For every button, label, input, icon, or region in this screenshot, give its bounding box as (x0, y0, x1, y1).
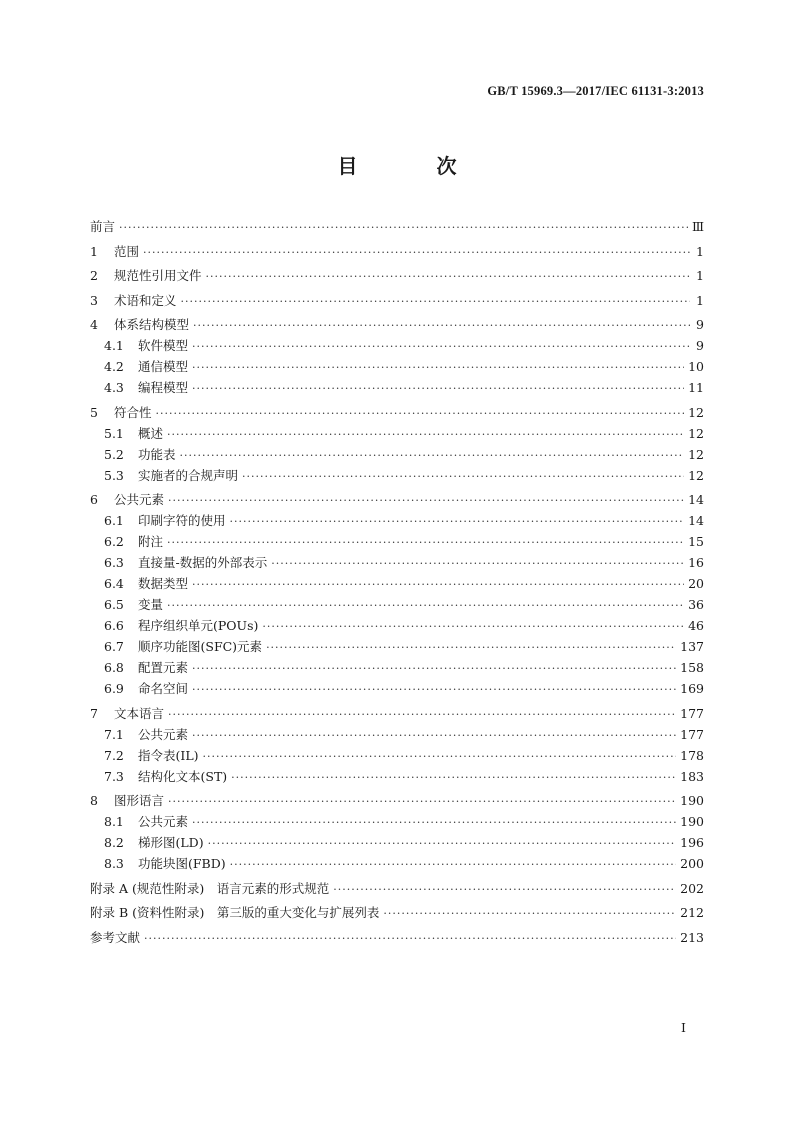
toc-entry-page: 169 (680, 681, 704, 696)
toc-entry[interactable] (90, 679, 704, 700)
toc-entry-page: 177 (680, 726, 704, 742)
toc-entry-page: 190 (680, 814, 704, 829)
toc-entry-number: 7.1 (104, 726, 124, 742)
toc-entry-page: 36 (688, 597, 704, 612)
toc-entry-number: 7.2 (104, 747, 124, 763)
toc-leader-dots (231, 771, 676, 784)
toc-entry-number: 6.7 (104, 639, 124, 654)
toc-entry-number: 6.2 (104, 534, 124, 549)
toc-entry-number: 7 (90, 705, 98, 721)
toc-entry-page: 16 (688, 555, 704, 570)
toc-entry-label: 公共元素 (138, 814, 189, 829)
toc-entry-page: 11 (688, 380, 704, 395)
toc-entry-page: 15 (688, 534, 704, 549)
toc-entry-label: 功能表 (138, 446, 176, 462)
toc-entry-number: 5.2 (104, 446, 124, 462)
toc-entry-number: 7.3 (104, 768, 124, 784)
toc-entry-label: 附录 B (资料性附录) 第三版的重大变化与扩展列表 (90, 905, 380, 920)
toc-entry-label: 体系结构模型 (114, 317, 190, 332)
toc-leader-dots (192, 578, 684, 591)
toc-entry-number: 4 (90, 317, 98, 332)
toc-leader-dots (230, 515, 685, 528)
toc-entry[interactable] (90, 595, 704, 616)
toc-entry-page: 137 (680, 639, 704, 654)
toc-entry-label: 文本语言 (114, 705, 165, 721)
toc-entry-page: 1 (696, 292, 704, 308)
toc-leader-dots (168, 708, 676, 721)
toc-entry[interactable] (90, 704, 704, 725)
toc-entry-page: 200 (680, 856, 704, 871)
toc-entry-number: 8.2 (104, 835, 124, 850)
toc-leader-dots (119, 221, 688, 234)
toc-entry[interactable] (90, 879, 704, 900)
toc-leader-dots (193, 319, 690, 332)
toc-entry-label: 软件模型 (138, 338, 189, 353)
toc-entry-page: 183 (680, 768, 704, 784)
toc-entry[interactable] (90, 658, 704, 679)
toc-entry-number: 4.3 (104, 380, 124, 395)
toc-entry[interactable] (90, 767, 704, 788)
toc-entry-label: 符合性 (114, 404, 152, 420)
toc-entry[interactable] (90, 616, 704, 637)
toc-entry-number: 6.4 (104, 576, 124, 591)
toc-entry-page: 158 (680, 660, 704, 675)
toc-entry-number: 8.1 (104, 814, 124, 829)
toc-entry[interactable] (90, 445, 704, 466)
toc-entry-label: 公共元素 (114, 492, 165, 507)
toc-entry[interactable] (90, 928, 704, 949)
toc-entry[interactable] (90, 403, 704, 424)
toc-leader-dots (230, 858, 677, 871)
toc-entry[interactable] (90, 854, 704, 875)
toc-entry-page: 20 (688, 576, 704, 591)
toc-entry-label: 范围 (114, 243, 140, 259)
toc-leader-dots (192, 382, 684, 395)
toc-entry-number: 6.8 (104, 660, 124, 675)
toc-entry[interactable] (90, 746, 704, 767)
toc-entry-label: 变量 (138, 597, 164, 612)
toc-entry-label: 程序组织单元(POUs) (138, 618, 259, 633)
toc-entry[interactable] (90, 574, 704, 595)
toc-entry-label: 功能块图(FBD) (138, 856, 226, 871)
toc-entry-number: 5 (90, 404, 98, 420)
toc-entry-label: 术语和定义 (114, 292, 177, 308)
toc-entry-page: 9 (696, 338, 704, 353)
toc-entry-page: 12 (688, 404, 704, 420)
toc-leader-dots (168, 494, 684, 507)
toc-entry-label: 编程模型 (138, 380, 189, 395)
toc-entry-label: 前言 (90, 219, 116, 234)
toc-entry-number: 6.5 (104, 597, 124, 612)
toc-leader-dots (383, 907, 676, 920)
toc-entry-page: 12 (688, 446, 704, 462)
toc-leader-dots (242, 470, 684, 483)
toc-entry-label: 参考文献 (90, 929, 141, 945)
toc-entry-page: 213 (680, 929, 704, 945)
toc-entry-page: 14 (688, 513, 704, 528)
toc-entry-label: 印刷字符的使用 (138, 513, 226, 528)
toc-entry-number: 6.3 (104, 555, 124, 570)
toc-entry-label: 图形语言 (114, 793, 165, 808)
toc-entry-page: Ⅲ (691, 219, 704, 234)
toc-leader-dots (167, 428, 684, 441)
toc-entry-number: 2 (90, 268, 98, 283)
page-number: I (681, 1020, 686, 1035)
toc-leader-dots (143, 246, 690, 259)
toc-entry[interactable] (90, 725, 704, 746)
toc-leader-dots (144, 932, 676, 945)
toc-entry-label: 公共元素 (138, 726, 189, 742)
toc-entry-label: 通信模型 (138, 359, 189, 374)
toc-entry[interactable] (90, 424, 704, 445)
toc-entry-label: 概述 (138, 425, 164, 441)
toc-entry-label: 直接量-数据的外部表示 (138, 555, 268, 570)
toc-entry-label: 指令表(IL) (138, 747, 199, 763)
toc-entry[interactable] (90, 315, 704, 336)
toc-leader-dots (192, 816, 676, 829)
toc-entry[interactable] (90, 378, 704, 399)
toc-entry-number: 1 (90, 243, 98, 259)
toc-entry-label: 附注 (138, 534, 164, 549)
table-of-contents (90, 217, 704, 949)
toc-leader-dots (192, 662, 676, 675)
toc-entry[interactable] (90, 242, 704, 263)
toc-entry[interactable] (90, 637, 704, 658)
toc-entry-page: 178 (680, 747, 704, 763)
toc-entry[interactable] (90, 357, 704, 378)
toc-leader-dots (192, 340, 690, 353)
toc-entry-label: 顺序功能图(SFC)元素 (138, 639, 263, 654)
toc-leader-dots (156, 407, 685, 420)
toc-leader-dots (192, 729, 676, 742)
toc-entry[interactable] (90, 466, 704, 487)
toc-entry-number: 5.1 (104, 425, 124, 441)
toc-entry-label: 配置元素 (138, 660, 189, 675)
toc-entry-number: 6.6 (104, 618, 124, 633)
toc-entry-number: 8 (90, 793, 98, 808)
toc-entry[interactable] (90, 291, 704, 312)
toc-entry[interactable] (90, 833, 704, 854)
toc-entry-page: 202 (680, 880, 704, 896)
toc-entry[interactable] (90, 532, 704, 553)
toc-entry-page: 212 (680, 905, 704, 920)
toc-entry-number: 5.3 (104, 467, 124, 483)
toc-entry[interactable] (90, 266, 704, 287)
toc-entry-number: 6.1 (104, 513, 124, 528)
toc-leader-dots (167, 536, 684, 549)
toc-entry[interactable] (90, 511, 704, 532)
toc-entry-number: 4.1 (104, 338, 124, 353)
toc-leader-dots (206, 270, 690, 283)
toc-leader-dots (203, 750, 677, 763)
toc-entry[interactable] (90, 812, 704, 833)
toc-entry-number: 4.2 (104, 359, 124, 374)
toc-entry-page: 196 (680, 835, 704, 850)
toc-leader-dots (262, 620, 684, 633)
toc-entry-page: 10 (688, 359, 704, 374)
toc-leader-dots (192, 361, 684, 374)
toc-entry-page: 12 (688, 467, 704, 483)
toc-leader-dots (180, 449, 685, 462)
toc-entry-number: 8.3 (104, 856, 124, 871)
toc-leader-dots (208, 837, 677, 850)
toc-entry-page: 9 (696, 317, 704, 332)
toc-entry-page: 177 (680, 705, 704, 721)
toc-entry-page: 12 (688, 425, 704, 441)
toc-entry-page: 1 (696, 268, 704, 283)
toc-entry[interactable] (90, 490, 704, 511)
toc-leader-dots (181, 295, 690, 308)
toc-entry[interactable] (90, 217, 704, 238)
toc-entry-label: 规范性引用文件 (114, 268, 202, 283)
toc-leader-dots (271, 557, 684, 570)
toc-entry[interactable] (90, 791, 704, 812)
toc-entry[interactable] (90, 903, 704, 924)
toc-entry-label: 梯形图(LD) (138, 835, 204, 850)
toc-entry-page: 1 (696, 243, 704, 259)
toc-entry-label: 命名空间 (138, 681, 189, 696)
toc-entry-label: 附录 A (规范性附录) 语言元素的形式规范 (90, 880, 330, 896)
toc-leader-dots (167, 599, 684, 612)
standard-number: GB/T 15969.3—2017/IEC 61131-3:2013 (487, 84, 704, 98)
toc-entry-label: 数据类型 (138, 576, 189, 591)
toc-entry-page: 46 (688, 618, 704, 633)
toc-entry-number: 6 (90, 492, 98, 507)
toc-entry-label: 结构化文本(ST) (138, 768, 228, 784)
toc-entry-page: 190 (680, 793, 704, 808)
toc-entry-number: 6.9 (104, 681, 124, 696)
toc-leader-dots (192, 683, 676, 696)
toc-leader-dots (168, 795, 676, 808)
toc-entry[interactable] (90, 336, 704, 357)
toc-entry-number: 3 (90, 292, 98, 308)
toc-entry-page: 14 (688, 492, 704, 507)
toc-leader-dots (333, 883, 676, 896)
toc-leader-dots (266, 641, 676, 654)
toc-entry[interactable] (90, 553, 704, 574)
toc-entry-label: 实施者的合规声明 (138, 467, 239, 483)
page-title: 目 次 (337, 154, 493, 178)
